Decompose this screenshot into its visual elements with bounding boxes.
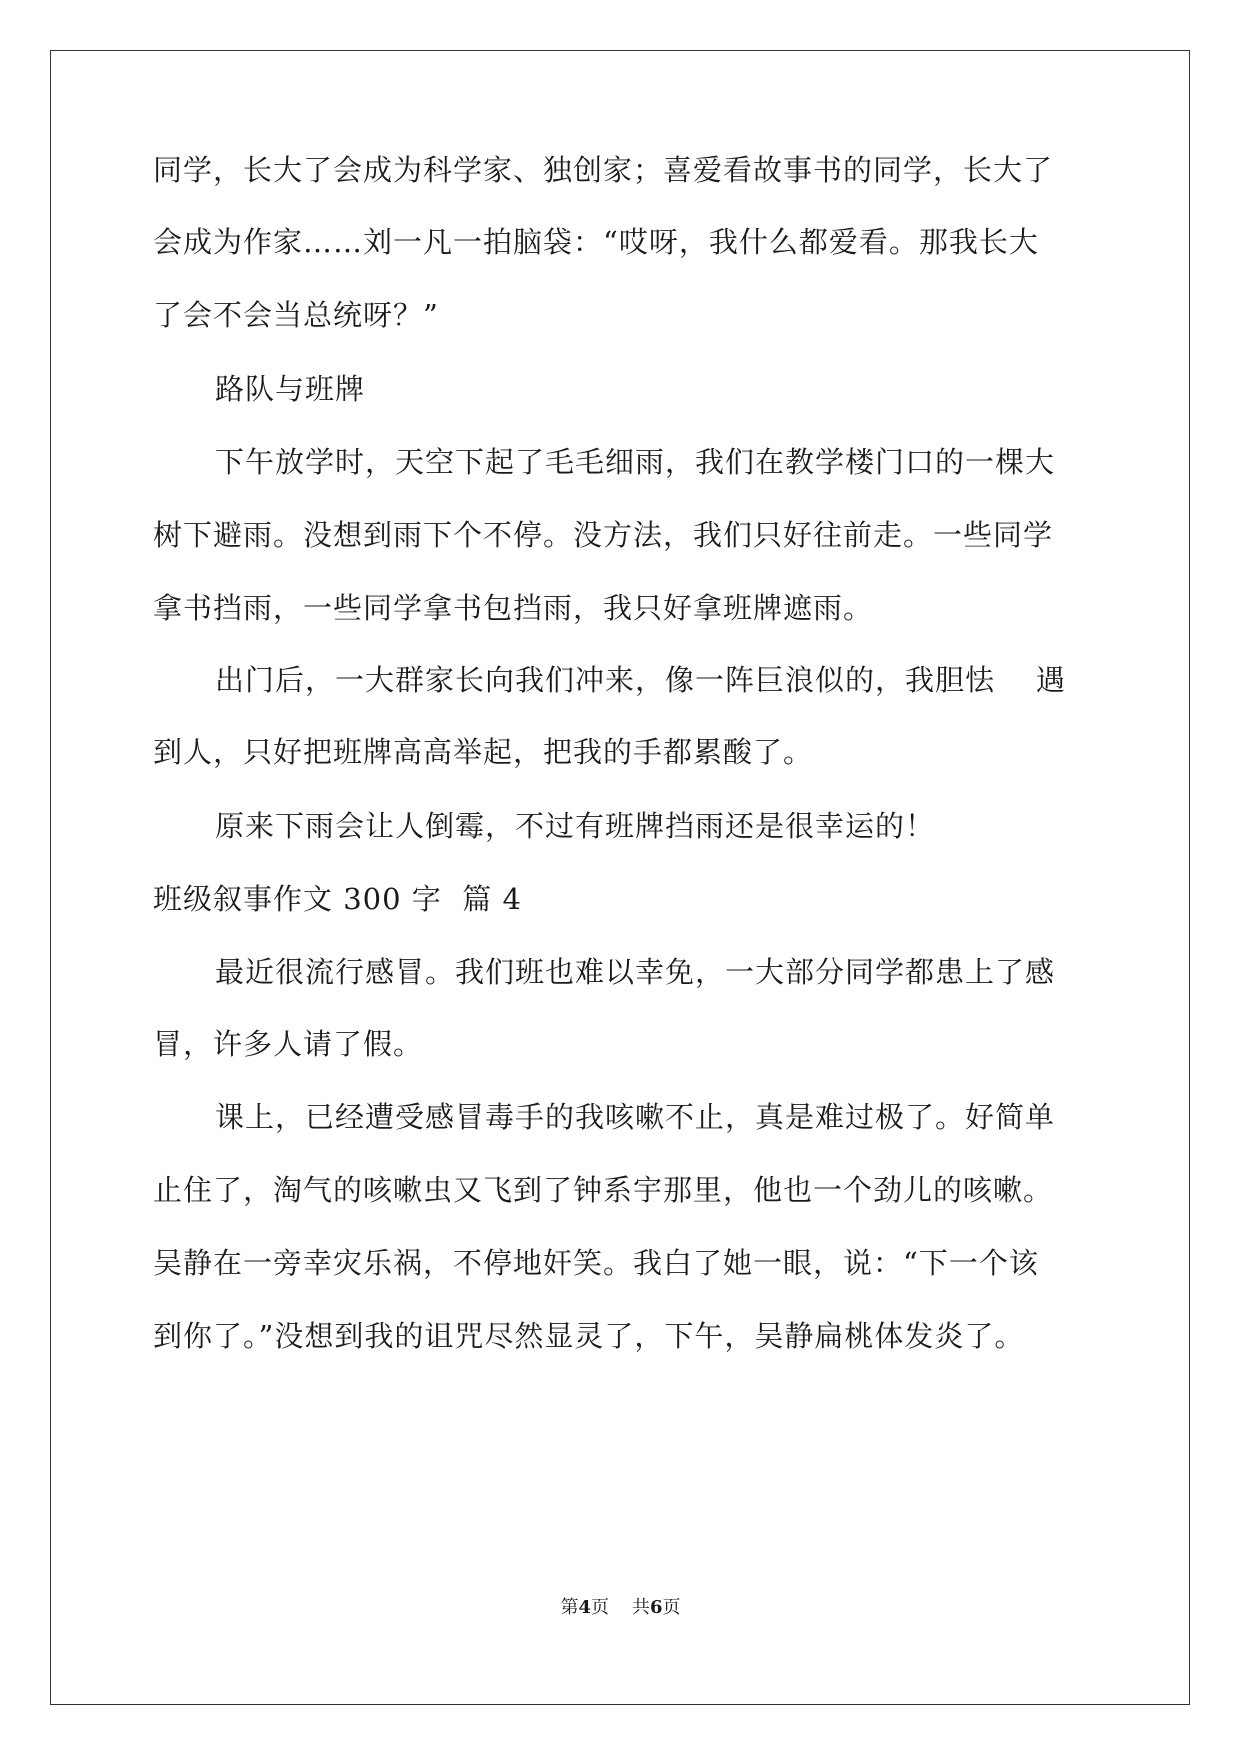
text-line-17: 到你了。”没想到我的诅咒尽然显灵了，下午，吴静扁桃体发炎了。 <box>153 1319 1025 1353</box>
text-line-3: 了会不会当总统呀？” <box>153 298 439 332</box>
section-heading-route-team: 路队与班牌 <box>215 372 366 406</box>
text-line-13: 冒，许多人请了假。 <box>153 1027 424 1061</box>
text-line-2: 会成为作家……刘一凡一拍脑袋：“哎呀，我什么都爱看。那我长大 <box>153 225 1039 259</box>
text-line-14: 课上，已经遭受感冒毒手的我咳嗽不止，真是难过极了。好简单 <box>215 1100 1056 1134</box>
essay-heading-part-4: 班级叙事作文 300 字 篇 4 <box>153 882 522 916</box>
text-line-6: 树下避雨。没想到雨下个不停。没方法，我们只好往前走。一些同学 <box>153 518 1054 552</box>
footer-suffix: 页 <box>662 1597 681 1618</box>
footer-prefix: 第 <box>560 1597 579 1618</box>
footer-mid: 页 共 <box>591 1597 650 1618</box>
footer-total-pages: 6 <box>649 1597 663 1618</box>
page-footer <box>0 1596 1241 1620</box>
text-line-5: 下午放学时，天空下起了毛毛细雨，我们在教学楼门口的一棵大 <box>215 445 1056 479</box>
text-line-15: 止住了，淘气的咳嗽虫又飞到了钟系宇那里，他也一个劲儿的咳嗽。 <box>153 1173 1054 1207</box>
footer-current-page: 4 <box>578 1597 592 1618</box>
text-line-10: 原来下雨会让人倒霉，不过有班牌挡雨还是很幸运的！ <box>215 809 936 843</box>
text-line-1: 同学，长大了会成为科学家、独创家；喜爱看故事书的同学，长大了 <box>153 153 1054 187</box>
text-line-8: 出门后，一大群家长向我们冲来，像一阵巨浪似的，我胆怯 遇 <box>215 663 1066 697</box>
text-line-7: 拿书挡雨，一些同学拿书包挡雨，我只好拿班牌遮雨。 <box>153 591 874 625</box>
text-line-9: 到人，只好把班牌高高举起，把我的手都累酸了。 <box>153 735 814 769</box>
text-line-12: 最近很流行感冒。我们班也难以幸免，一大部分同学都患上了感 <box>215 955 1056 989</box>
text-line-16: 吴静在一旁幸灾乐祸，不停地奸笑。我白了她一眼，说：“下一个该 <box>153 1246 1039 1280</box>
